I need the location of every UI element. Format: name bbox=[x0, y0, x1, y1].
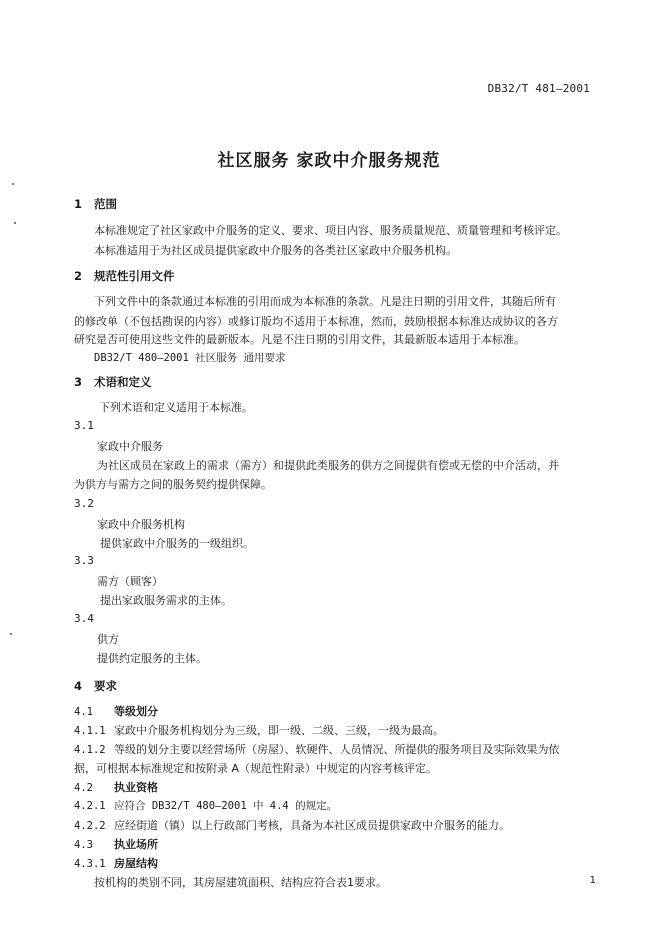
term-number: 3.1 bbox=[74, 419, 94, 432]
section-title: 范围 bbox=[94, 197, 117, 211]
section-4-heading bbox=[74, 678, 117, 694]
section-3-heading bbox=[74, 374, 152, 390]
document-title: 社区服务 家政中介服务规范 bbox=[217, 151, 441, 171]
clause-number: 4.3 bbox=[74, 839, 93, 851]
term-number: 3.3 bbox=[74, 554, 94, 567]
clause-title: 房屋结构 bbox=[114, 857, 158, 870]
clause-text: 应符合 DB32/T 480—2001 中 4.4 的规定。 bbox=[114, 800, 338, 812]
term-number: 3.2 bbox=[74, 497, 94, 510]
term-name: 家政中介服务 bbox=[97, 440, 163, 453]
page-number: 1 bbox=[589, 875, 596, 886]
clause-title: 执业场所 bbox=[114, 838, 158, 851]
clause-title: 等级划分 bbox=[114, 705, 158, 718]
term-name: 家政中介服务机构 bbox=[97, 518, 185, 531]
clause-text: 家政中介服务机构划分为三级，即一级、二级、三级，一级为最高。 bbox=[114, 724, 444, 737]
clause-4-2-2 bbox=[74, 817, 510, 833]
section-1-heading bbox=[74, 196, 117, 212]
term-number: 3.4 bbox=[74, 612, 94, 625]
term-definition: 提供约定服务的主体。 bbox=[97, 652, 207, 665]
section-title: 术语和定义 bbox=[94, 375, 152, 389]
subsection-4-2 bbox=[74, 779, 158, 795]
normative-line-3: 研究是否可使用这些文件的最新版本。凡是不注日期的引用文件，其最新版本适用于本标准。 bbox=[74, 333, 525, 346]
term-name: 供方 bbox=[97, 633, 119, 646]
term-definition-line-1: 为社区成员在家政上的需求（需方）和提供此类服务的供方之间提供有偿或无偿的中介活动，并 bbox=[97, 459, 559, 472]
clause-number: 4.2 bbox=[74, 782, 93, 794]
term-definition: 提供家政中介服务的一级组织。 bbox=[100, 537, 254, 550]
subsection-4-3 bbox=[74, 836, 158, 852]
section-number: 4 bbox=[74, 679, 83, 693]
clause-4-3-1-text: 按机构的类别不同，其房屋建筑面积、结构应符合表1要求。 bbox=[94, 876, 387, 889]
standard-code-header: DB32/T 481—2001 bbox=[487, 82, 590, 95]
clause-number: 4.2.2 bbox=[74, 820, 106, 832]
scope-paragraph-1: 本标准规定了社区家政中介服务的定义、要求、项目内容、服务质量规范、质量管理和考核评定。 bbox=[94, 224, 567, 237]
subsection-4-3-1 bbox=[74, 855, 158, 871]
scan-speck bbox=[14, 222, 16, 224]
scan-speck bbox=[12, 183, 14, 185]
clause-4-1-1 bbox=[74, 722, 444, 738]
clause-4-1-2-continued: 据，可根据本标准规定和按附录 A（规范性附录）中规定的内容考核评定。 bbox=[74, 762, 438, 775]
section-number: 1 bbox=[74, 197, 83, 211]
clause-4-2-1 bbox=[74, 798, 337, 813]
clause-number: 4.1 bbox=[74, 706, 93, 718]
section-title: 规范性引用文件 bbox=[94, 269, 175, 283]
terms-intro: 下列术语和定义适用于本标准。 bbox=[99, 401, 253, 414]
clause-number: 4.1.2 bbox=[74, 744, 106, 756]
term-name: 需方（顾客） bbox=[97, 575, 163, 588]
clause-number: 4.3.1 bbox=[74, 858, 106, 870]
term-definition: 提出家政服务需求的主体。 bbox=[100, 594, 232, 607]
clause-number: 4.1.1 bbox=[74, 725, 106, 737]
section-title: 要求 bbox=[94, 679, 117, 693]
subsection-4-1 bbox=[74, 703, 158, 719]
section-number: 3 bbox=[74, 375, 83, 389]
scope-paragraph-2: 本标准适用于为社区成员提供家政中介服务的各类社区家政中介服务机构。 bbox=[94, 244, 457, 257]
term-definition-line-2: 为供方与需方之间的服务契约提供保障。 bbox=[74, 478, 272, 491]
clause-number: 4.2.1 bbox=[74, 800, 106, 812]
section-number: 2 bbox=[74, 269, 83, 283]
normative-line-1: 下列文件中的条款通过本标准的引用而成为本标准的条款。凡是注日期的引用文件，其随后所有 bbox=[94, 295, 556, 308]
clause-text-line-1: 等级的划分主要以经营场所（房屋）、软硬件、人员情况、所提供的服务项目及实际效果为依 bbox=[114, 743, 560, 756]
normative-line-2: 的修改单（不包括勘误的内容）或修订版均不适用于本标准，然而，鼓励根据本标准达成协议的各方 bbox=[74, 315, 558, 328]
normative-reference: DB32/T 480—2001 社区服务 通用要求 bbox=[94, 352, 286, 364]
scan-speck bbox=[10, 633, 12, 635]
clause-title: 执业资格 bbox=[114, 781, 158, 794]
clause-text: 应经街道（镇）以上行政部门考核，具备为本社区成员提供家政中介服务的能力。 bbox=[114, 819, 510, 832]
clause-4-1-2 bbox=[74, 741, 560, 757]
section-2-heading bbox=[74, 268, 175, 284]
